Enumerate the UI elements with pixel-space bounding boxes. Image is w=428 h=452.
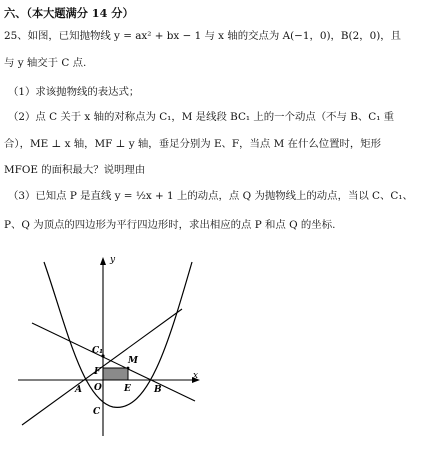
label-c: C bbox=[93, 407, 101, 417]
part-1-text: （1）求该抛物线的表达式； bbox=[8, 86, 140, 98]
line-c1-b bbox=[32, 323, 195, 401]
parabola-curve bbox=[44, 262, 192, 407]
label-m: M bbox=[128, 356, 138, 366]
problem-line-2: 与 y 轴交于 C 点. bbox=[4, 57, 87, 69]
y-axis-arrow bbox=[100, 257, 106, 265]
line-a-c1 bbox=[22, 309, 182, 425]
label-e: E bbox=[124, 384, 131, 394]
part-3-line-2: P、Q 为顶点的四边形为平行四边形时，求出相应的点 P 和点 Q 的坐标. bbox=[4, 219, 336, 231]
label-c1: C₁ bbox=[92, 346, 104, 356]
part-2-line-3: MFOE 的面积最大？说明理由 bbox=[4, 164, 146, 176]
rectangle-mfoe bbox=[103, 368, 128, 380]
label-y-axis: y bbox=[110, 255, 116, 265]
label-o: O bbox=[94, 383, 102, 393]
point-m-dot bbox=[127, 367, 130, 370]
label-x-axis: x bbox=[193, 371, 199, 381]
label-b: B bbox=[154, 385, 162, 395]
section-heading: 六、（本大题满分 14 分） bbox=[4, 6, 134, 20]
part-2-line-2: 合），ME ⊥ x 轴，MF ⊥ y 轴，垂足分别为 E、F，当点 M 在什么位置时，矩形 bbox=[4, 138, 382, 150]
label-a: A bbox=[75, 385, 82, 395]
problem-line-1: 25、如图，已知抛物线 y = ax² + bx − 1 与 x 轴的交点为 A(−1，0)，B(2，0)，且 bbox=[4, 30, 402, 42]
part-2-line-1: （2）点 C 关于 x 轴的对称点为 C₁，M 是线段 BC₁ 上的一个动点（不与 B、C₁ 重 bbox=[8, 111, 395, 123]
label-f: F bbox=[94, 367, 101, 377]
part-3-line-1: （3）已知点 P 是直线 y = ½x + 1 上的动点，点 Q 为抛物线上的动点，当以 C、C₁、 bbox=[8, 190, 413, 202]
